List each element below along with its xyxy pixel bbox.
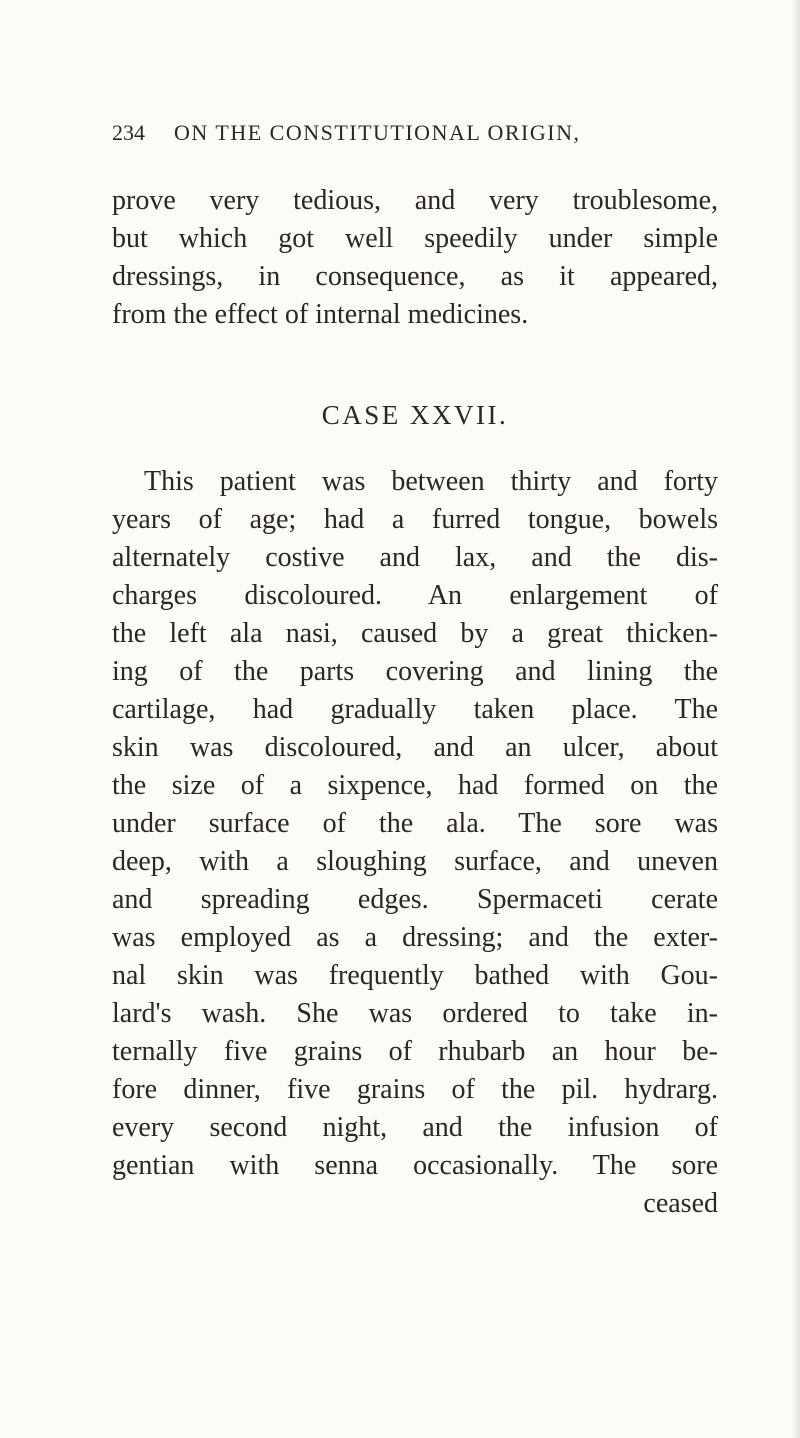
text-line: ternally five grains of rhubarb an hour be- [112, 1036, 718, 1067]
text-line: was employed as a dressing; and the exter- [112, 922, 718, 953]
text-line: years of age; had a furred tongue, bowels [112, 504, 718, 535]
page-number: 234 [112, 120, 145, 145]
text-line: alternately costive and lax, and the dis- [112, 542, 718, 573]
text-line: under surface of the ala. The sore was [112, 808, 718, 839]
text-line: deep, with a sloughing surface, and uneven [112, 846, 718, 877]
text-line: ing of the parts covering and lining the [112, 656, 718, 687]
text-line: skin was discoloured, and an ulcer, about [112, 732, 718, 763]
text-line: lard's wash. She was ordered to take in- [112, 998, 718, 1029]
text-line: prove very tedious, and very troublesome, [112, 185, 718, 216]
page-edge-shadow [792, 0, 800, 1438]
running-head-title: ON THE CONSTITUTIONAL ORIGIN, [174, 120, 581, 145]
text-line: from the effect of internal medicines. [112, 299, 529, 330]
text-line: charges discoloured. An enlargement of [112, 580, 718, 611]
text-line: This patient was between thirty and forty [144, 466, 718, 497]
text-line: cartilage, had gradually taken place. The [112, 694, 718, 725]
text-line: gentian with senna occasionally. The sore [112, 1150, 718, 1181]
text-line: the size of a sixpence, had formed on the [112, 770, 718, 801]
text-line: fore dinner, five grains of the pil. hydrarg. [112, 1074, 718, 1105]
catchword: ceased [643, 1188, 718, 1219]
text-line: and spreading edges. Spermaceti cerate [112, 884, 718, 915]
intro-paragraph [112, 182, 718, 334]
text-line: every second night, and the infusion of [112, 1112, 718, 1143]
text-line: nal skin was frequently bathed with Gou- [112, 960, 718, 991]
text-line: but which got well speedily under simple [112, 223, 718, 254]
text-line: the left ala nasi, caused by a great thicken- [112, 618, 718, 649]
text-line: dressings, in consequence, as it appeared, [112, 261, 718, 292]
case-paragraph [112, 463, 718, 1223]
running-head [112, 120, 712, 150]
case-heading: CASE XXVII. [321, 400, 509, 430]
